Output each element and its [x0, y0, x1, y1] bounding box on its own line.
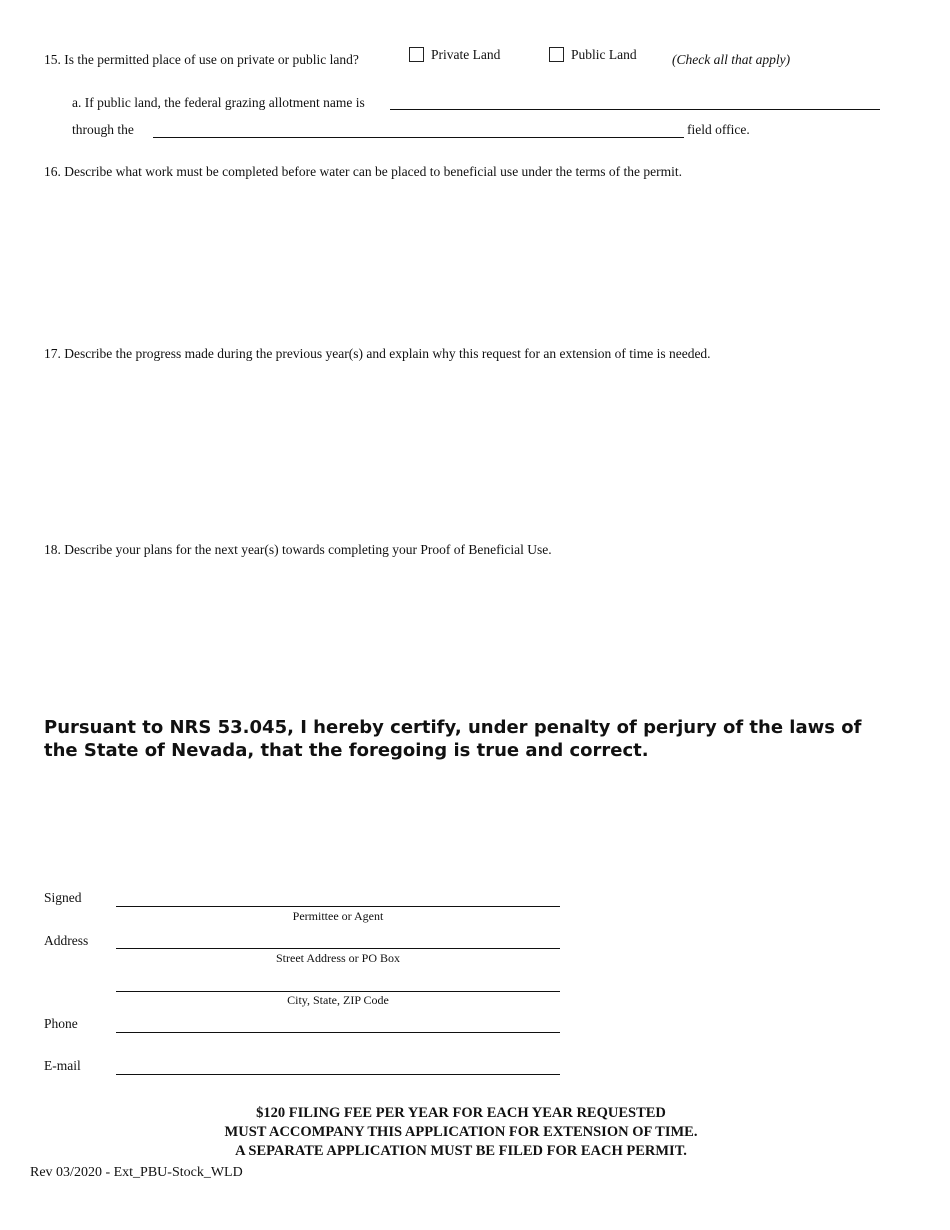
fee-notice-line2: MUST ACCOMPANY THIS APPLICATION FOR EXTENSION OF TIME. — [224, 1124, 698, 1140]
public-land-checkbox[interactable] — [549, 47, 564, 62]
q17-question: 17. Describe the progress made during the previous year(s) and explain why this request for an extension of time is needed. — [44, 346, 711, 361]
q18-answer-area[interactable] — [68, 566, 868, 696]
certification-statement: Pursuant to NRS 53.045, I hereby certify, under penalty of perjury of the laws of the State of Nevada, that the foregoing is true and correct. — [44, 717, 862, 761]
q18-question: 18. Describe your plans for the next year(s) towards completing your Proof of Beneficial Use. — [44, 542, 552, 557]
revision-footer: Rev 03/2020 - Ext_PBU-Stock_WLD — [30, 1165, 243, 1180]
q16-question: 16. Describe what work must be completed before water can be placed to beneficial use under the terms of the permit. — [44, 164, 683, 179]
street-caption: Street Address or PO Box — [276, 951, 400, 965]
phone-label: Phone — [44, 1016, 78, 1031]
q17-answer-area[interactable] — [68, 370, 868, 520]
fee-notice-line3: A SEPARATE APPLICATION MUST BE FILED FOR EACH PERMIT. — [235, 1143, 687, 1159]
city-caption: City, State, ZIP Code — [287, 993, 389, 1007]
field-office-label: field office. — [687, 122, 750, 137]
q15-question: 15. Is the permitted place of use on private or public land? — [44, 52, 359, 67]
signature-field[interactable] — [116, 906, 560, 907]
allotment-name-field[interactable] — [390, 109, 880, 110]
q16-answer-area[interactable] — [68, 188, 868, 328]
field-office-name-field[interactable] — [153, 137, 684, 138]
fee-notice-line1: $120 FILING FEE PER YEAR FOR EACH YEAR REQUESTED — [256, 1105, 666, 1121]
address-label: Address — [44, 933, 89, 948]
through-label: through the — [72, 122, 134, 137]
phone-field[interactable] — [116, 1032, 560, 1033]
permittee-caption: Permittee or Agent — [292, 909, 384, 923]
check-all-note: (Check all that apply) — [672, 52, 791, 67]
private-land-label: Private Land — [431, 47, 501, 62]
q15a-label: a. If public land, the federal grazing allotment name is — [72, 95, 365, 110]
street-address-field[interactable] — [116, 948, 560, 949]
public-land-label: Public Land — [571, 47, 637, 62]
email-label: E-mail — [44, 1058, 81, 1073]
private-land-checkbox[interactable] — [409, 47, 424, 62]
city-state-zip-field[interactable] — [116, 991, 560, 992]
email-field[interactable] — [116, 1074, 560, 1075]
signed-label: Signed — [44, 890, 82, 905]
